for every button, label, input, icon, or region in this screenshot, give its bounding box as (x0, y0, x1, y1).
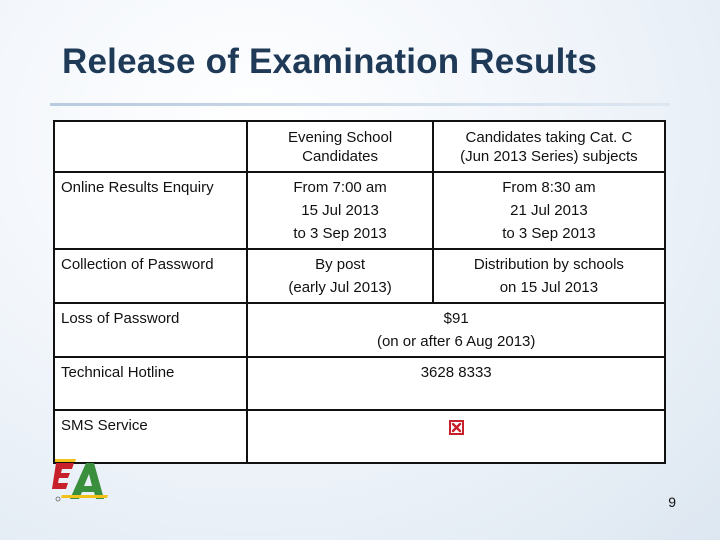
cell-text: 15 Jul 2013 (301, 202, 379, 219)
cell-text: 21 Jul 2013 (510, 202, 588, 219)
cell-text: (early Jul 2013) (288, 279, 392, 296)
table-corner-cell (54, 121, 247, 172)
row-label: SMS Service (54, 410, 247, 463)
cell-text: $91 (443, 310, 469, 327)
table-header-row (54, 121, 665, 172)
table-row-sms-service (54, 410, 665, 463)
hkeaa-logo-icon (52, 455, 110, 503)
cell-text: to 3 Sep 2013 (293, 225, 387, 242)
cell-text: (on or after 6 Aug 2013) (376, 333, 536, 350)
header-text: Candidates (302, 148, 379, 165)
page-number: 9 (668, 494, 676, 510)
table-cell (247, 172, 432, 249)
cell-text: to 3 Sep 2013 (502, 225, 596, 242)
cell-text: 3628 8333 (420, 364, 492, 381)
slide-title: Release of Examination Results (62, 42, 598, 81)
table-cell-merged (247, 303, 665, 357)
cell-text: From 7:00 am (293, 179, 387, 196)
row-label: Loss of Password (54, 303, 247, 357)
header-text: Evening School (287, 129, 393, 146)
cell-text: on 15 Jul 2013 (499, 279, 599, 296)
header-cat-c-candidates (433, 121, 665, 172)
red-x-checkbox-icon (449, 419, 464, 434)
table-cell-merged (247, 410, 665, 463)
cell-text: By post (315, 256, 366, 273)
header-text: (Jun 2013 Series) subjects (460, 148, 638, 165)
header-evening-school (247, 121, 432, 172)
cell-text: Distribution by schools (473, 256, 624, 273)
table-row-technical-hotline (54, 357, 665, 410)
title-divider (50, 103, 670, 106)
cell-text: From 8:30 am (502, 179, 596, 196)
row-label: Online Results Enquiry (54, 172, 247, 249)
table-row-online-results-enquiry (54, 172, 665, 249)
table-cell (433, 249, 665, 303)
table-row-loss-of-password (54, 303, 665, 357)
table-cell-merged (247, 357, 665, 410)
table-cell (433, 172, 665, 249)
row-label: Technical Hotline (54, 357, 247, 410)
header-text: Candidates taking Cat. C (465, 129, 633, 146)
results-release-table (53, 120, 666, 464)
table-row-collection-of-password (54, 249, 665, 303)
row-label: Collection of Password (54, 249, 247, 303)
table-cell (247, 249, 432, 303)
